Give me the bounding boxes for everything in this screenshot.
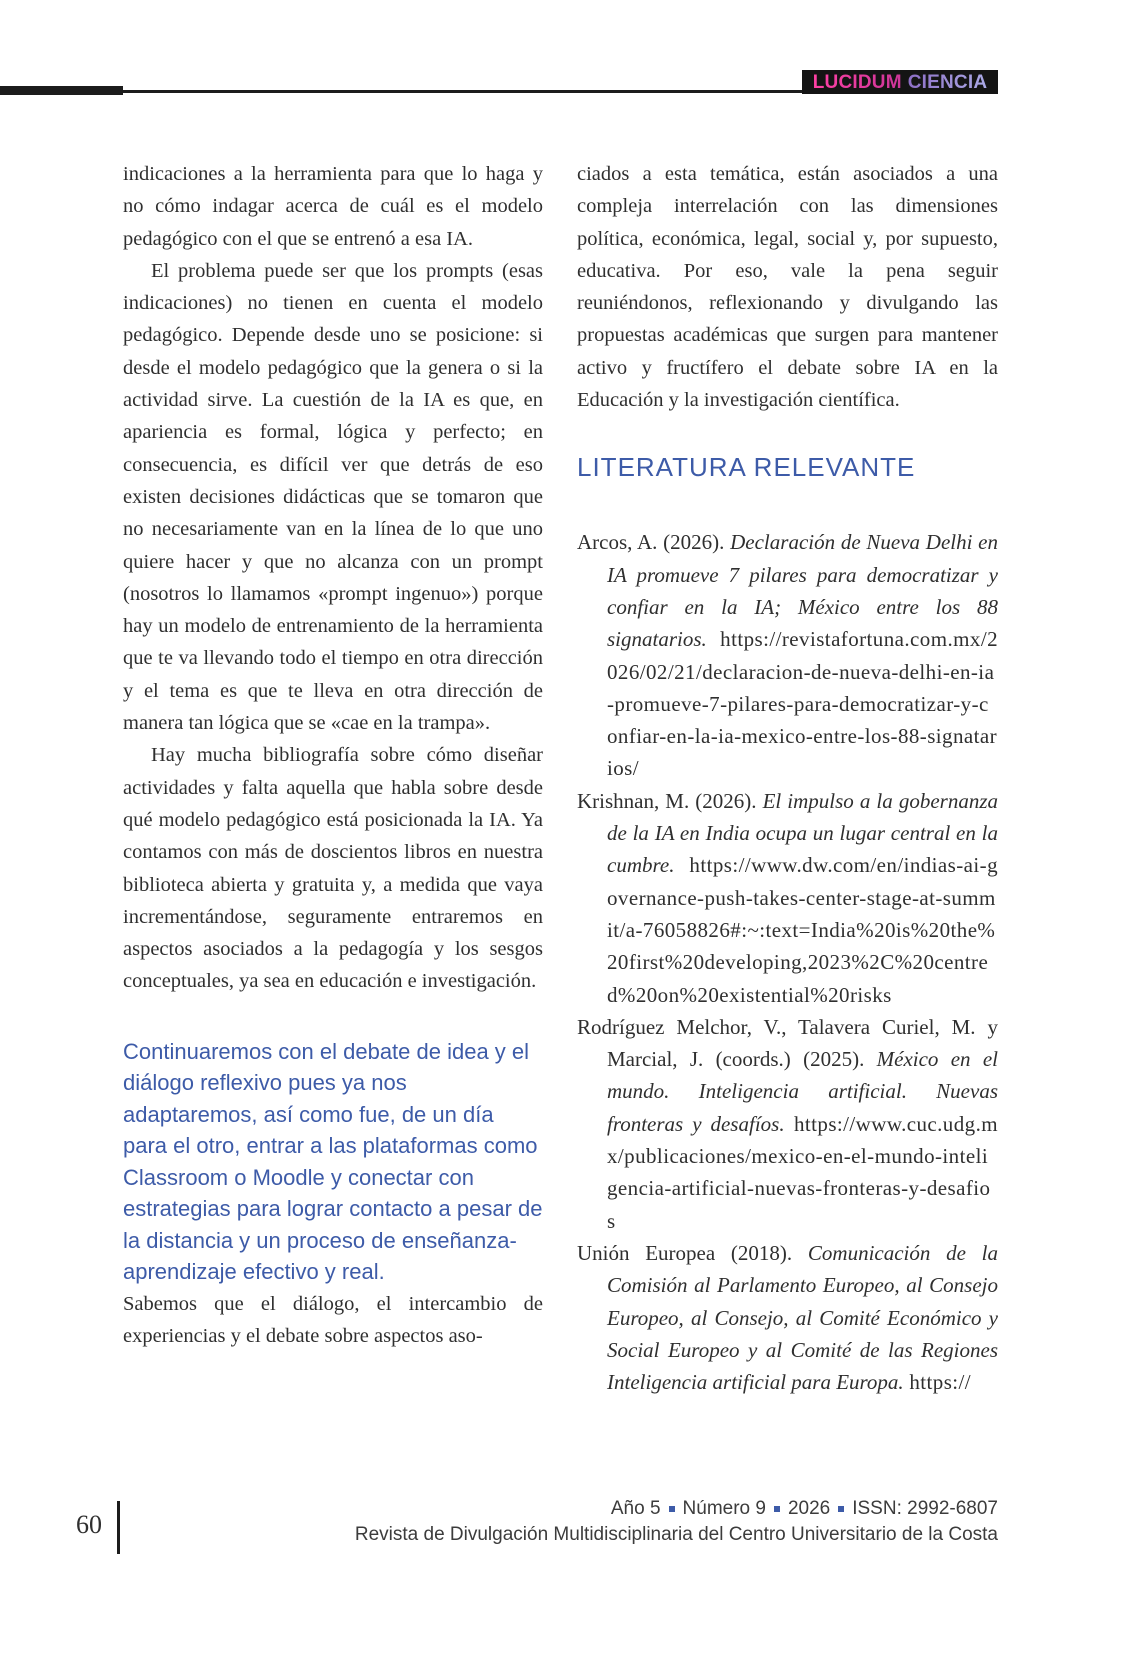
body-paragraph: Hay mucha bibliografía sobre cómo diseñar actividades y falta aquella que habla sobre desde qué modelo pedagógico está posicionada la IA. Ya contamos con más de doscientos libros en nuestra biblioteca abierta y gratuita y, a medida que vaya incrementándose, seguramente entraremos en aspectos asociados a la pedagogía y los sesgos conceptuales, ya sea en educación e investigación. [123,744,543,993]
reference-item [577,1237,998,1398]
footer-journal-line: Revista de Divulgación Multidisciplinaria del Centro Universitario de la Costa [354,1524,998,1545]
reference-title: El impulso a la gobernanza de la IA en India ocupa un lugar central en la cumbre. [607,788,998,878]
separator-square-icon [838,1506,844,1512]
reference-url: https://www.cuc.udg.mx/publicaciones/mexico-en-el-mundo-inteligencia-artificial-nuevas-fronteras-y-desafios [607,1111,998,1233]
reference-url: https:// [903,1370,972,1395]
reference-item [577,785,998,1011]
body-paragraph: Sabemos que el diálogo, el intercambio de experiencias y el debate sobre aspectos aso- [123,1292,543,1348]
footer-divider-bar [117,1501,120,1554]
header-rule-thick [0,86,123,95]
left-column [123,158,543,1398]
footer-meta-item: 2026 [787,1498,831,1519]
highlight-paragraph: Continuaremos con el debate de idea y el diálogo reflexivo pues ya nos adaptaremos, así como fue, de un día para el otro, entrar a las plataformas como Classroom o Moodle y conectar con estrategias para lograr contacto a pesar de la distancia y un proceso de enseñanza-aprendizaje efectivo y real. [123,1038,543,1285]
reference-authors: Krishnan, M. (2026). [577,788,763,813]
footer-meta-item: ISSN: 2992-6807 [852,1498,998,1519]
footer-issue-line [355,1496,998,1522]
reference-url: https://www.dw.com/en/indias-ai-governance-push-takes-center-stage-at-summit/a-76058826#:~:text=India%20is%20the%20first%20developing,2023%2C%20centred%20on%20existential%20risks [607,853,998,1007]
section-heading-literatura-relevante: LITERATURA RELEVANTE [577,452,916,483]
footer-meta-item: Número 9 [682,1498,766,1519]
journal-logo [802,70,998,94]
logo-word-lucidum: LUCIDUM [812,71,902,93]
header-rule-thin [123,90,802,93]
reference-title: Comunicación de la Comisión al Parlamento Europeo, al Consejo Europeo, al Consejo, al Comité Económico y Social Europeo y al Comité de las Regiones Inteligencia artificial para Europa. [607,1240,999,1395]
reference-title: México en el mundo. Inteligencia artificial. Nuevas fronteras y desafíos. [607,1047,998,1136]
page-number: 60 [76,1510,102,1539]
reference-authors: Unión Europea (2018). [577,1240,808,1265]
separator-square-icon [669,1506,675,1512]
two-column-layout [123,158,998,1398]
reference-authors: Arcos, A. (2026). [577,530,731,555]
references-list [577,526,998,1398]
reference-title: Declaración de Nueva Delhi en IA promueve 7 pilares para democratizar y confiar en la IA; México entre los 88 signatarios. [607,530,998,652]
reference-url: https://revistafortuna.com.mx/2026/02/21/declaracion-de-nueva-delhi-en-ia-promueve-7-pilares-para-democratizar-y-confiar-en-la-ia-mexico-entre-los-88-signatarios/ [607,627,998,781]
separator-square-icon [774,1506,780,1512]
footer-meta [355,1496,998,1548]
body-paragraph: ciados a esta temática, están asociados a una compleja interrelación con las dimensiones política, económica, legal, social y, por supuesto, educativa. Por eso, vale la pena seguir reuniéndonos, reflexionando y divulgando las propuestas académicas que surgen para mantener activo y fructífero el debate sobre IA en la Educación y la investigación científica. [577,163,998,412]
logo-word-ciencia: CIENCIA [907,71,988,93]
reference-authors: Rodríguez Melchor, V., Talavera Curiel, M. y Marcial, J. (coords.) (2025). [577,1014,998,1072]
right-column-paragraphs [577,158,998,416]
body-paragraph: indicaciones a la herramienta para que lo haga y no cómo indagar acerca de cuál es el modelo pedagógico con el que se entrenó a esa IA. [123,163,543,250]
right-column [577,158,998,1398]
footer-meta-item: Año 5 [610,1498,661,1519]
reference-item [577,526,998,784]
body-paragraph: El problema puede ser que los prompts (esas indicaciones) no tienen en cuenta el modelo pedagógico. Depende desde uno se posicione: si desde el modelo pedagógico que la genera o si la actividad sirve. La cuestión de la IA es que, en apariencia es formal, lógica y perfecto; en consecuencia, es difícil ver que detrás de eso existen decisiones didácticas que se tomaron que no necesariamente van en la línea de lo que uno quiere hacer y que no alcanza con un prompt (nosotros lo llamamos «prompt ingenuo») porque hay un modelo de entrenamiento de la herramienta que te va llevando todo el tiempo en otra dirección y el tema es que te lleva en otra dirección de manera tan lógica que se «cae en la trampa». [123,259,543,735]
reference-item [577,1011,998,1237]
